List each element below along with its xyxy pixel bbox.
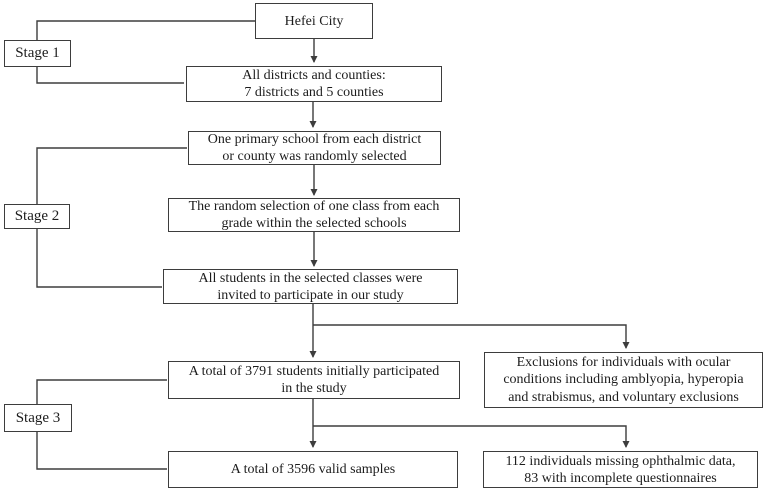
node-districts — [186, 66, 442, 102]
node-primary-school-line1: One primary school from each district — [207, 132, 422, 147]
node-districts-line2: 7 districts and 5 counties — [244, 85, 384, 100]
stage2-label-box — [4, 204, 70, 229]
node-exclusions-line1: Exclusions for individuals with ocular — [516, 354, 731, 370]
stage2-label: Stage 2 — [14, 208, 60, 224]
node-class-selection — [168, 198, 460, 232]
node-exclusions-line3: and strabismus, and voluntary exclusions — [508, 389, 739, 405]
node-exclusions-line2: conditions including amblyopia, hyperopia — [503, 372, 744, 388]
node-hefei-city — [255, 3, 373, 39]
stage1-label: Stage 1 — [15, 45, 60, 61]
stage1-label-box — [4, 40, 71, 67]
node-initial-participants-line2: in the study — [281, 381, 347, 396]
node-missing-data-line2: 83 with incomplete questionnaires — [524, 470, 717, 486]
node-valid-samples-text: A total of 3596 valid samples — [230, 462, 396, 477]
stage3-label-box — [4, 404, 72, 432]
node-initial-participants-line1: A total of 3791 students initially participated — [188, 364, 440, 379]
node-missing-data — [483, 451, 758, 488]
node-students-invited-line1: All students in the selected classes were — [198, 270, 423, 286]
node-missing-data-line1: 112 individuals missing ophthalmic data, — [505, 453, 736, 469]
node-initial-participants — [168, 361, 460, 399]
node-exclusions — [484, 352, 763, 408]
arrow-branch-to-exclusions — [313, 325, 626, 348]
arrow-branch-to-missing — [313, 426, 626, 447]
stage3-label: Stage 3 — [15, 409, 61, 426]
node-class-selection-line1: The random selection of one class from each — [188, 199, 440, 214]
node-hefei-city-text: Hefei City — [284, 13, 344, 29]
node-valid-samples — [168, 451, 458, 488]
node-class-selection-line2: grade within the selected schools — [221, 216, 407, 231]
node-students-invited — [163, 269, 458, 304]
node-students-invited-line2: invited to participate in our study — [217, 287, 404, 303]
node-primary-school — [188, 131, 441, 165]
node-districts-line1: All districts and counties: — [242, 68, 386, 83]
node-primary-school-line2: or county was randomly selected — [222, 149, 407, 164]
